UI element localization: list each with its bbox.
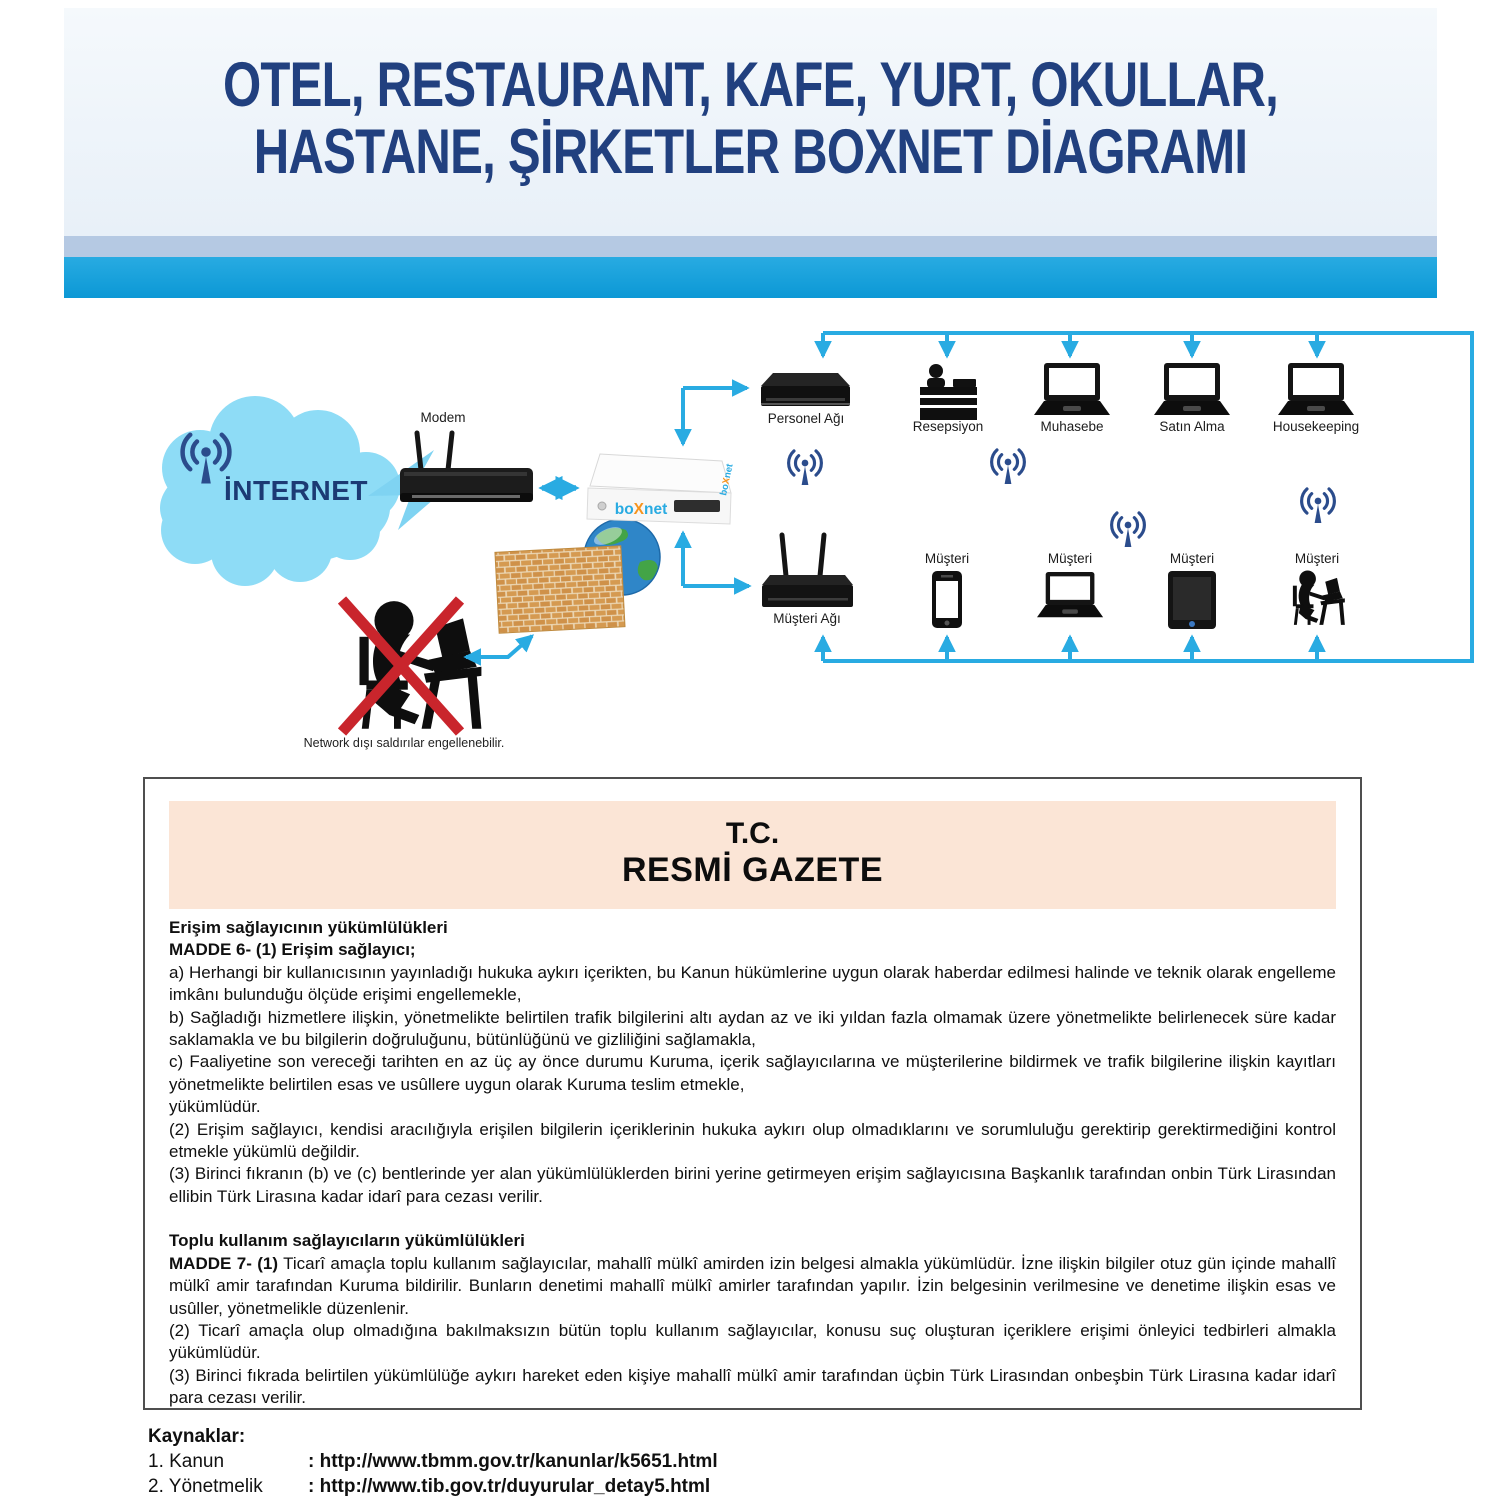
customer-device-label: Müşteri — [1169, 551, 1215, 566]
staff-device-label: Resepsiyon — [912, 419, 984, 434]
page-title-line1: OTEL, RESTAURANT, KAFE, YURT, OKULLAR, — [222, 50, 1279, 120]
boxnet-logo-x: X — [633, 501, 645, 518]
laptop-icon — [1037, 572, 1103, 617]
customer-device-label: Müşteri — [1294, 551, 1340, 566]
personel-network-device — [761, 373, 850, 426]
staff-device-label: Muhasebe — [1040, 419, 1104, 434]
blocked-attacker — [304, 600, 505, 750]
madde6-subheading: MADDE 6- (1) Erişim sağlayıcı; — [169, 940, 416, 960]
customer-device-label: Müşteri — [924, 551, 970, 566]
attacker-firewall-arrow — [466, 636, 532, 657]
divider-band-blue — [64, 257, 1437, 298]
source-row — [148, 1449, 718, 1474]
madde6-item-c-cont: yükümlüdür. — [169, 1097, 261, 1117]
madde7-para1 — [169, 1253, 1336, 1320]
madde6-item-b: b) Sağladığı hizmetlere ilişkin, yönetmelikte belirtilen trafik bilgilerini altı aydan az ve iki yıldan fazla olmamak üzere yönetmelikte belirlenecek süre kadar saklamakla ve bu bilgilerin doğruluğunu, bütünlüğünü ve gizliliğini sağlamakla, — [169, 1007, 1336, 1050]
firewall-icon — [495, 546, 625, 633]
wifi-icon — [1112, 513, 1145, 547]
boxnet-logo-net: net — [644, 501, 668, 518]
boxnet-device — [587, 454, 736, 524]
wifi-icon — [789, 451, 822, 485]
boxnet-personel-connector — [683, 388, 747, 444]
network-bus-line — [823, 333, 1472, 661]
staff-device-label: Housekeeping — [1272, 419, 1360, 434]
gazette-header — [169, 801, 1336, 909]
smartphone-icon — [932, 571, 962, 628]
sources-section — [148, 1424, 718, 1499]
laptop-icon — [1154, 363, 1230, 415]
madde7-heading: Toplu kullanım sağlayıcıların yükümlülükleri — [169, 1231, 525, 1251]
boxnet-logo — [615, 501, 668, 518]
laptop-icon — [1278, 363, 1354, 415]
page-title-line2: HASTANE, ŞİRKETLER BOXNET DİAGRAMI — [253, 117, 1248, 187]
gazette-document — [143, 777, 1362, 1410]
personel-network-label: Personel Ağı — [767, 411, 845, 426]
customer-device-label: Müşteri — [1047, 551, 1093, 566]
reception-desk-icon — [920, 364, 977, 420]
madde7-para2: (2) Ticarî amaçla olup olmadığına bakılmaksızın bütün toplu kullanım sağlayıcılar, konusu suç oluşturan içeriklere erişimi önleyici tedbirleri almakla yükümlüdür. — [169, 1320, 1336, 1363]
person-at-desk-icon — [1293, 570, 1345, 624]
source-row — [148, 1474, 718, 1499]
source-url: : http://www.tib.gov.tr/duyurular_detay5.html — [308, 1476, 711, 1497]
internet-label: İNTERNET — [224, 475, 368, 506]
modem-device — [400, 410, 533, 502]
page-title — [64, 8, 1437, 186]
musteri-network-device — [762, 535, 853, 626]
source-url: : http://www.tbmm.gov.tr/kanunlar/k5651.html — [308, 1451, 718, 1472]
wifi-icon — [1302, 489, 1335, 523]
wifi-icon — [992, 450, 1025, 484]
madde6-para3: (3) Birinci fıkranın (b) ve (c) bentlerinde yer alan yükümlülüklerden birini yerine getirmeyen erişim sağlayıcısına Başkanlık tarafından onbin Türk Lirasından ellibin Türk Lirasına kadar idarî para cezası verilir. — [169, 1164, 1336, 1206]
staff-device-label: Satın Alma — [1159, 419, 1225, 434]
attacker-person-icon — [360, 601, 482, 729]
blocked-caption: Network dışı saldırılar engellenebilir. — [303, 736, 505, 750]
gazette-title-resmi-gazete: RESMİ GAZETE — [621, 851, 884, 889]
internet-cloud — [160, 396, 400, 586]
gazette-body — [169, 917, 1336, 1410]
boxnet-logo-bo: bo — [614, 501, 634, 518]
source-label: 1. Kanun — [148, 1451, 225, 1472]
madde6-item-a: a) Herhangi bir kullanıcısının yayınladığı hukuka aykırı içerikten, bu Kanun hükümlerine uygun olarak haberdar edilmesi halinde ve teknik olarak engelleme imkânı bulunduğu ölçüde erişimi engellemekle, — [169, 962, 1336, 1005]
madde7-lead: MADDE 7- (1) — [169, 1253, 279, 1273]
paragraph-gap — [169, 1208, 1336, 1230]
gazette-title-tc: T.C. — [725, 817, 780, 850]
madde7-para1-rest: Ticarî amaçla toplu kullanım sağlayıcılar, mahallî mülkî amirden izin belgesi almakla yükümlüdür. İzne ilişkin bilgiler otuz gün içinde mahallî mülkî amir tarafından Kuruma bildirilir. Bunların denetimi mahallî mülkî amirler tarafından yapılır. İzin belgesinin verilmesine ve denetime ilişkin esas ve usûller, yönetmelikle düzenlenir. — [169, 1253, 1336, 1318]
source-label: 2. Yönetmelik — [148, 1476, 263, 1497]
madde6-item-c: c) Faaliyetine son vereceği tarihten en az üç ay önce durumu Kuruma, içerik sağlayıcılarına ve müşterilerine bildirmek ve trafik bilgilerine ilişkin kayıtları yönetmelikte belirtilen esas ve usûllere uygun olarak Kuruma teslim etmekle, — [169, 1052, 1336, 1094]
network-diagram — [0, 300, 1500, 770]
sources-title: Kaynaklar: — [148, 1426, 246, 1447]
divider-band-light — [64, 236, 1437, 257]
madde7-para3: (3) Birinci fıkrada belirtilen yükümlülüğe aykırı hareket eden kişiye mahallî mülkî amir tarafından üçbin Türk Lirasından onbeşbin Türk Lirasına kadar idarî para cezası verilir. — [169, 1365, 1336, 1408]
laptop-icon — [1034, 363, 1110, 415]
header-panel — [64, 8, 1437, 236]
tablet-icon — [1168, 571, 1216, 629]
boxnet-side-logo: boXnet — [718, 462, 736, 497]
modem-label: Modem — [420, 410, 466, 425]
musteri-network-label: Müşteri Ağı — [773, 611, 841, 626]
madde6-para2: (2) Erişim sağlayıcı, kendisi aracılığıyla erişilen bilgilerin içeriklerinin hukuka aykırı olup olmadıklarını ve sorumluluğu gerektirip gerektirmediğini kontrol etmekle yükümlü değildir. — [169, 1119, 1336, 1162]
madde6-heading: Erişim sağlayıcının yükümlülükleri — [169, 918, 448, 937]
boxnet-musteri-connector — [683, 533, 749, 586]
